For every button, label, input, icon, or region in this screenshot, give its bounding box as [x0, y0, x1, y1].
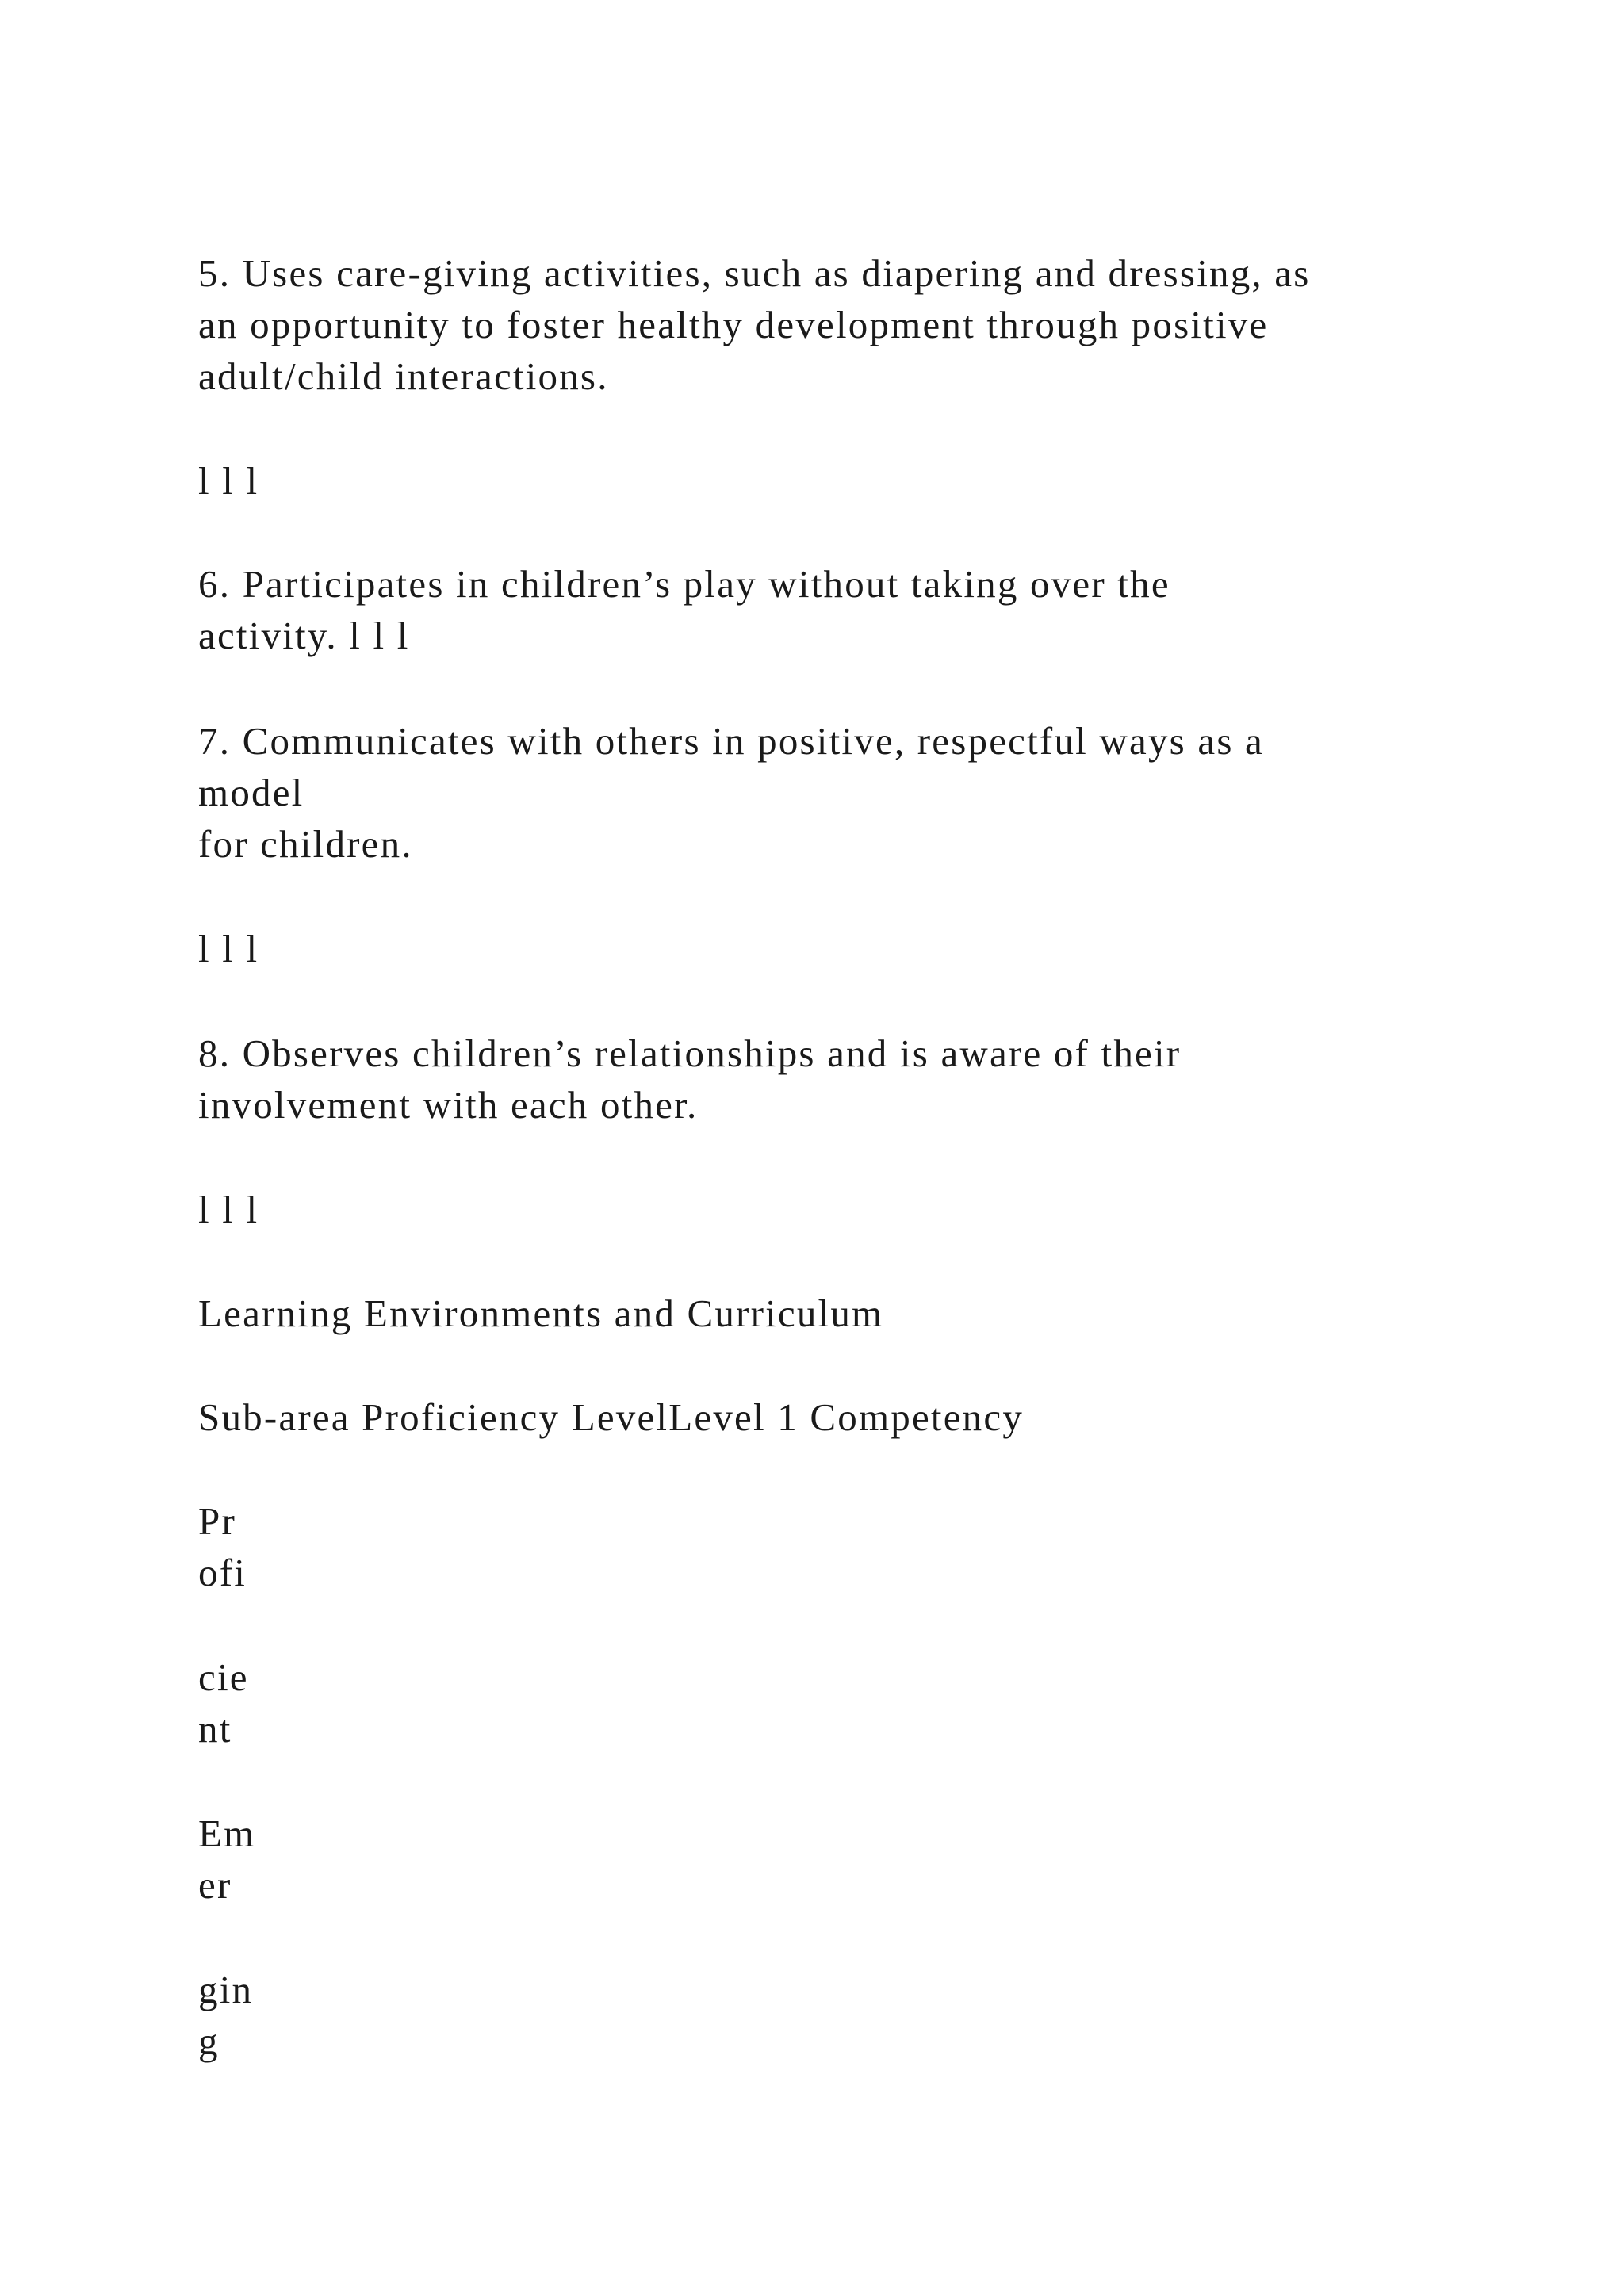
competency-item-7: 7. Communicates with others in positive, respectful ways as a model for children.	[198, 719, 1264, 866]
competency-item-8: 8. Observes children’s relationships and is aware of their involvement with each other.	[198, 1031, 1182, 1127]
column-label-fragment: Pr ofi	[198, 1499, 247, 1594]
section-heading: Learning Environments and Curriculum	[198, 1292, 884, 1335]
rating-marks: l l l	[198, 927, 259, 970]
column-label-fragment: cie nt	[198, 1655, 249, 1751]
column-label-fragment: gin g	[198, 1968, 254, 2063]
competency-item-6: 6. Participates in children’s play without taking over the activity. l l l	[198, 562, 1170, 657]
rating-marks: l l l	[198, 1188, 259, 1231]
table-header: Sub-area Proficiency LevelLevel 1 Competency	[198, 1395, 1025, 1439]
competency-item-5: 5. Uses care-giving activities, such as diapering and dressing, as an opportunity to foster healthy development through positive adult/child interactions.	[198, 251, 1311, 398]
rating-marks: l l l	[198, 459, 259, 503]
column-label-fragment: Em er	[198, 1812, 256, 1907]
